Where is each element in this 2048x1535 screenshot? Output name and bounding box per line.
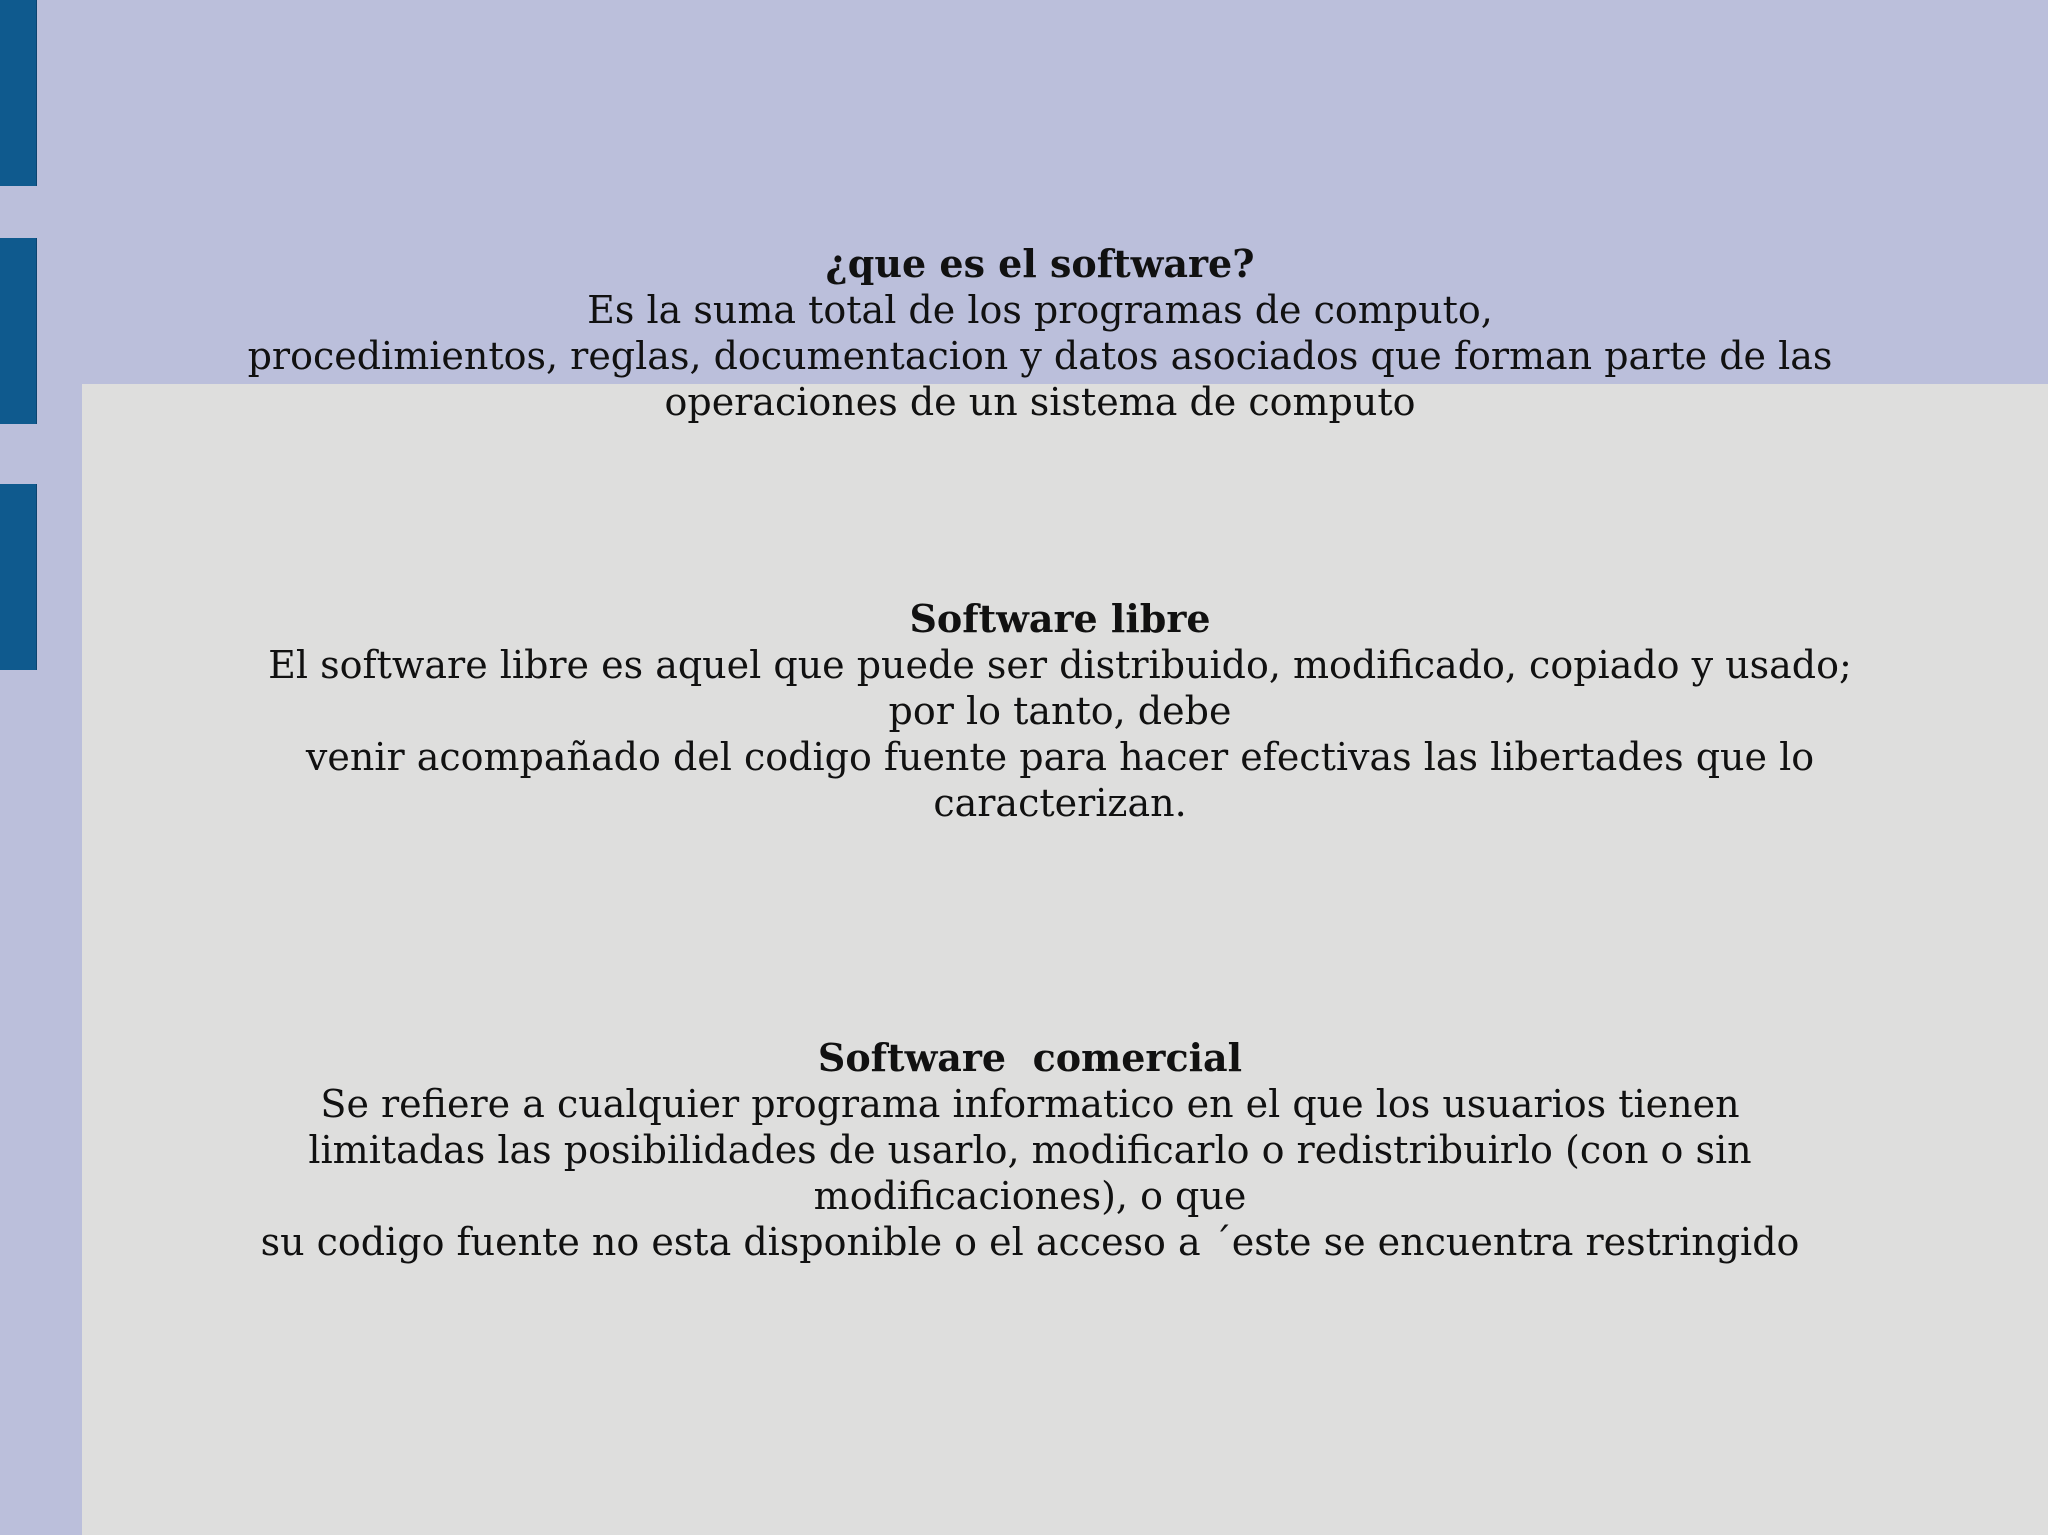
accent-bar-bottom [0, 484, 37, 670]
section-software-libre [210, 596, 1910, 826]
section-heading: Software libre [909, 596, 1211, 641]
section-text-line: modificaciones), o que [813, 1174, 1247, 1218]
section-text-line: por lo tanto, debe [888, 689, 1232, 733]
section-text-line: El software libre es aquel que puede ser distribuido, modificado, copiado y usado; [268, 643, 1852, 687]
section-text-line: venir acompañado del codigo fuente para hacer efectivas las libertades que lo [305, 735, 1815, 779]
section-text-line: caracterizan. [933, 781, 1187, 825]
accent-bar-middle [0, 238, 37, 424]
section-text-line: procedimientos, reglas, documentacion y datos asociados que forman parte de las [247, 334, 1833, 378]
accent-bar-top [0, 0, 37, 186]
section-text-line: su codigo fuente no esta disponible o el acceso a ´este se encuentra restringido [260, 1220, 1800, 1264]
content-panel [82, 384, 2048, 1535]
section-text-line: Se refiere a cualquier programa informatico en el que los usuarios tienen [320, 1082, 1740, 1126]
section-que-es-software [210, 241, 1870, 425]
section-text-line: operaciones de un sistema de computo [664, 380, 1416, 424]
section-text-line: Es la suma total de los programas de computo, [587, 288, 1493, 332]
section-software-comercial [210, 1035, 1850, 1265]
section-text-line: limitadas las posibilidades de usarlo, modificarlo o redistribuirlo (con o sin [308, 1128, 1752, 1172]
section-heading: ¿que es el software? [825, 241, 1255, 286]
section-heading: Software comercial [817, 1035, 1243, 1080]
